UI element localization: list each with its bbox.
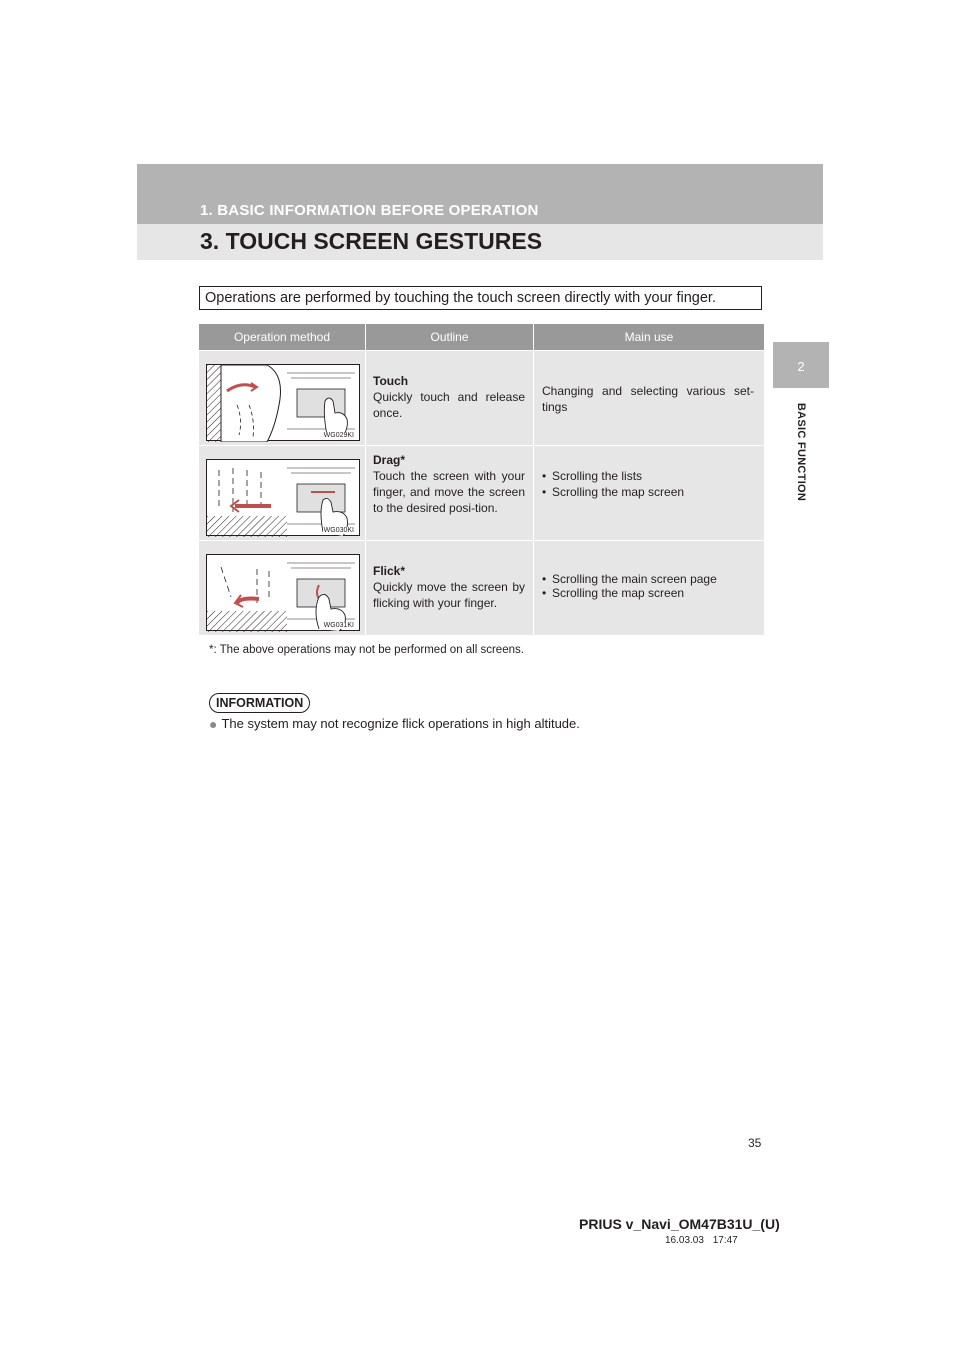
- drag-gesture-illustration: [206, 459, 360, 536]
- outline-cell: [366, 541, 534, 635]
- chapter-number: 2: [797, 359, 805, 374]
- main-use-list: [542, 572, 754, 600]
- table-row: [199, 540, 764, 635]
- information-badge: INFORMATION: [209, 693, 310, 713]
- main-use-cell: [534, 541, 764, 635]
- touch-gesture-illustration: [206, 364, 360, 441]
- main-use-cell: [534, 351, 764, 445]
- outline-cell: [366, 351, 534, 445]
- footnote: *: The above operations may not be performed on all screens.: [209, 644, 524, 656]
- figure-id: WG030KI: [323, 527, 354, 534]
- operation-illustration-cell: [199, 541, 366, 635]
- drag-hand-icon: [207, 460, 361, 537]
- gesture-name: Touch: [373, 374, 409, 388]
- flick-gesture-illustration: [206, 554, 360, 631]
- list-item: • Scrolling the main screen page: [542, 572, 717, 586]
- figure-id: WG029KI: [323, 432, 354, 439]
- gesture-description: Quickly touch and release once.: [373, 390, 525, 420]
- information-item: [209, 716, 580, 732]
- page-number: 35: [748, 1136, 762, 1150]
- table-header: [199, 324, 764, 350]
- header-outline: Outline: [366, 324, 534, 350]
- page-title: 3. TOUCH SCREEN GESTURES: [200, 228, 543, 254]
- table-row: [199, 445, 764, 540]
- gesture-name: Flick*: [373, 564, 406, 578]
- print-timestamp: 16.03.03 17:47: [665, 1235, 738, 1246]
- gesture-name: Drag*: [373, 453, 406, 467]
- list-item: • Scrolling the lists: [542, 469, 643, 483]
- chapter-label: BASIC FUNCTION: [795, 402, 807, 502]
- main-use-cell: [534, 446, 764, 540]
- chapter-tab: [773, 342, 829, 388]
- table-row: [199, 350, 764, 445]
- information-text: The system may not recognize flick operations in high altitude.: [221, 716, 580, 731]
- gesture-description: Touch the screen with your finger, and move the screen to the desired posi-tion.: [373, 469, 525, 515]
- lead-statement: Operations are performed by touching the touch screen directly with your finger.: [199, 286, 762, 310]
- list-item: • Scrolling the map screen: [542, 586, 685, 600]
- section-label: 1. BASIC INFORMATION BEFORE OPERATION: [200, 202, 539, 219]
- main-use-text: Changing and selecting various set-tings: [542, 384, 754, 414]
- operation-illustration-cell: [199, 351, 366, 445]
- figure-id: WG031KI: [323, 622, 354, 629]
- outline-cell: [366, 446, 534, 540]
- document-id: PRIUS v_Navi_OM47B31U_(U): [579, 1216, 780, 1232]
- operation-illustration-cell: [199, 446, 366, 540]
- flick-hand-icon: [207, 555, 361, 632]
- touch-hand-icon: [207, 365, 361, 442]
- list-item: • Scrolling the map screen: [542, 485, 685, 499]
- main-use-list: [542, 468, 754, 500]
- gesture-table: [199, 324, 764, 635]
- header-main-use: Main use: [624, 330, 674, 344]
- gesture-description: Quickly move the screen by flicking with your finger.: [373, 580, 525, 610]
- bullet-circle-icon: ●: [209, 716, 218, 732]
- header-operation-method: Operation method: [199, 324, 366, 350]
